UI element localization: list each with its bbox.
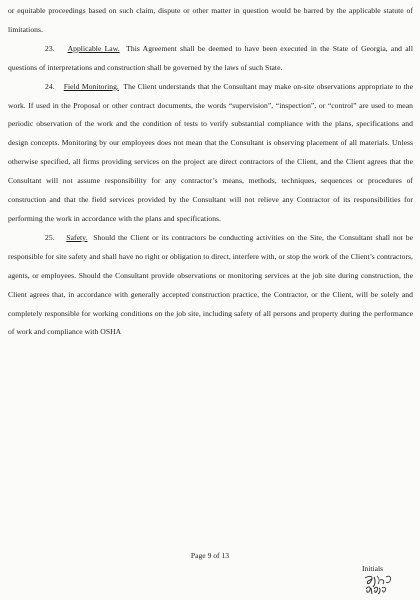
page-number: Page 9 of 13 [190, 551, 230, 560]
section-number: 25. [45, 232, 55, 242]
initials-signature [362, 572, 402, 598]
section-24 [8, 78, 413, 229]
section-25 [8, 229, 413, 342]
continuation-paragraph: or equitable proceedings based on such claim, dispute or other matter in question would be barred by the applicable statute of limitations. [8, 6, 413, 34]
initials-block [362, 564, 412, 598]
section-23 [8, 40, 413, 78]
document-body [8, 2, 413, 342]
section-heading: Safety. [66, 232, 88, 242]
section-number: 23. [45, 43, 55, 53]
section-text: This Agreement shall be deemed to have been executed in the State of Georgia, and all questions of interpretations and construction shall be governed by the laws of such State. [8, 43, 413, 72]
section-heading: Applicable Law. [67, 43, 120, 53]
section-heading: Field Monitoring. [63, 81, 119, 91]
section-number: 24. [45, 81, 55, 91]
section-text: The Client understands that the Consultant may make on-site observations appropriate to the work. If used in the Proposal or other contract documents, the words “supervision”, “inspection”, or “control” are used to mean periodic observation of the work and the condition of tests to verify substantial compliance with the plans, specifications and design concepts. Monitoring by our employees does not mean that the Consultant is observing placement of all materials. Unless otherwise specified, all firms providing services on the project are direct contractors of the Client, and the Client agrees that the Consultant will not assume responsibility for any contractor’s means, methods, techniques, sequences or procedures of construction and that the field services provided by the Consultant will not relieve any Contractor of its responsibilities for performing the work in accordance with the plans and specifications. [8, 81, 414, 223]
section-text: Should the Client or its contractors be conducting activities on the Site, the Consultant shall not be responsible for site safety and shall have no right or obligation to direct, interfere with, or stop the work of the Client’s contractors, agents, or employees. Should the Consultant provide observations or monitoring services at the job site during construction, the Client agrees that, in accordance with generally accepted construction practice, the Contractor, or the Client, will be solely and completely responsible for working conditions on the job site, including safety of all persons and property during the performance of work and compliance with OSHA [8, 232, 414, 337]
initials-label: Initials [362, 564, 384, 573]
